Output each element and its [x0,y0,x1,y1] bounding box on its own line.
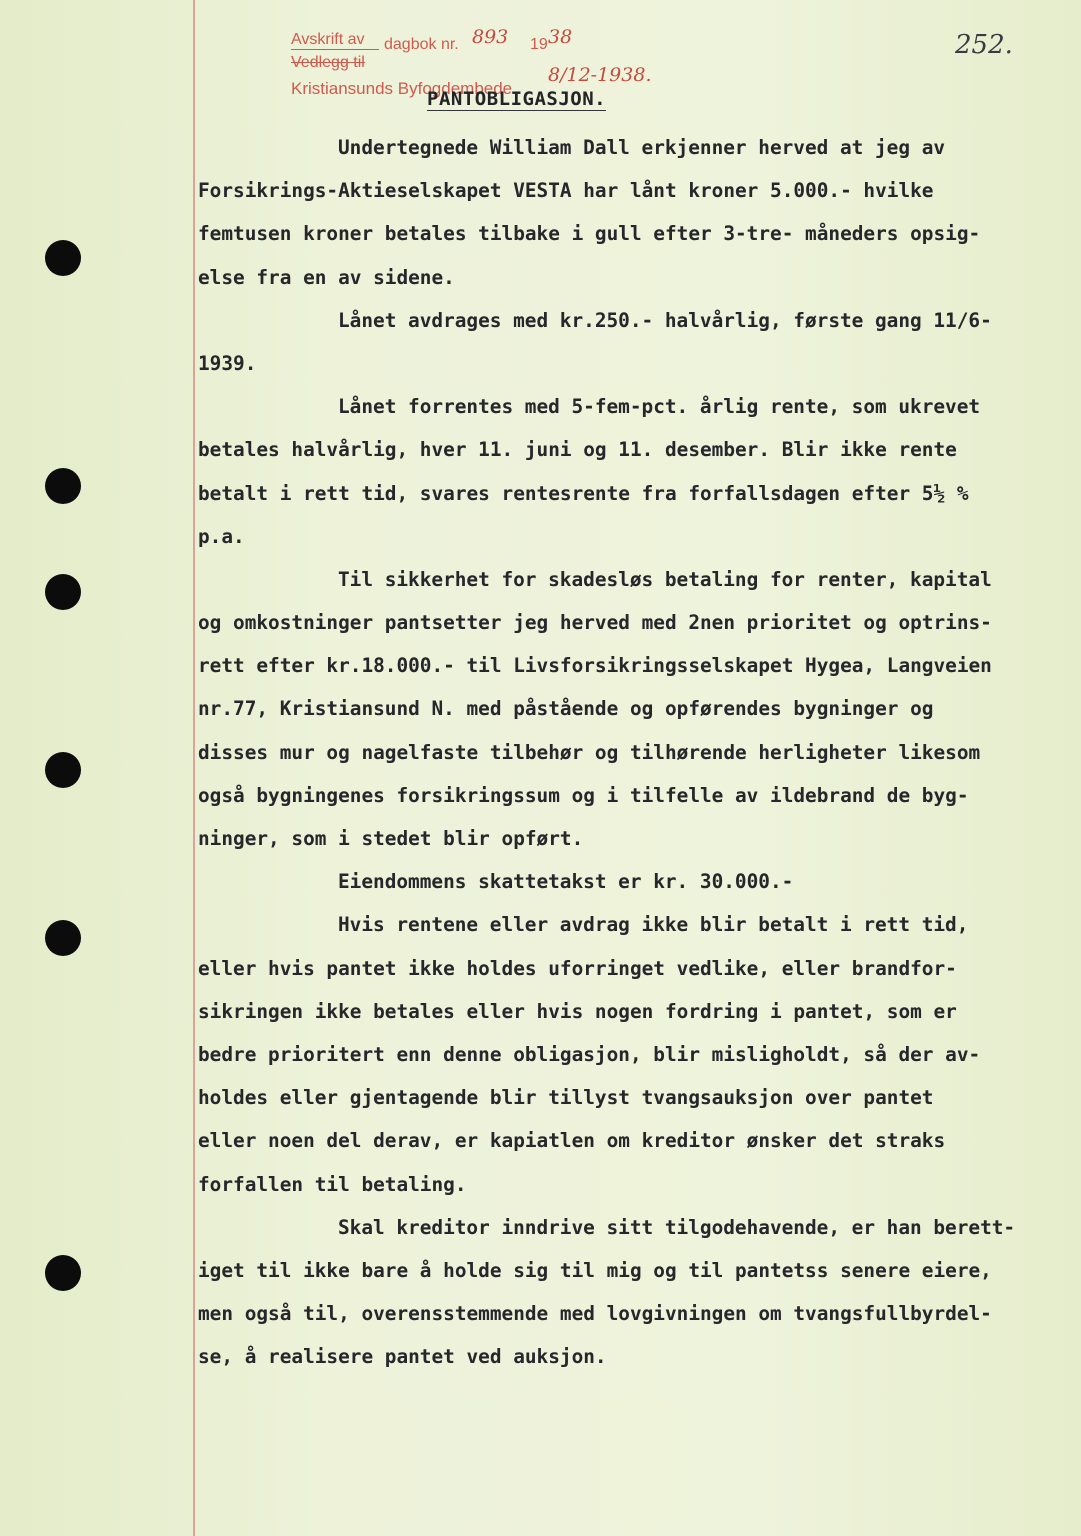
stamp-vedlegg-label: Vedlegg til [291,54,365,71]
text-line: Til sikkerhet for skadesløs betaling for renter, kapital [338,567,992,591]
punch-hole-6 [45,1255,81,1291]
page-number: 252. [955,30,1013,60]
text-line: Eiendommens skattetakst er kr. 30.000.- [338,870,794,894]
punch-hole-3 [45,574,81,610]
text-line: holdes eller gjentagende blir tillyst tvangsauksjon over pantet [198,1086,934,1110]
stamp-year-prefix: 19 [530,36,548,53]
stamp-office-label: Kristiansunds Byfogdembede [291,79,513,98]
text-line: bedre prioritert enn denne obligasjon, blir misligholdt, så der av- [198,1042,981,1066]
stamp-date-handwritten: 8/12-1938. [548,64,652,86]
text-line: Forsikrings-Aktieselskapet VESTA har lånt kroner 5.000.- hvilke [198,179,934,203]
text-line: eller hvis pantet ikke holdes uforringet vedlike, eller brandfor- [198,956,957,980]
stamp-dagbok-label: dagbok nr. [384,36,459,53]
text-line: men også til, overensstemmende med lovgivningen om tvangsfullbyrdel- [198,1302,992,1326]
text-line: nr.77, Kristiansund N. med påstående og opførendes bygninger og [198,697,934,721]
text-line: 1939. [198,351,257,375]
text-line: Hvis rentene eller avdrag ikke blir betalt i rett tid, [338,913,969,937]
stamp-year-suffix: 38 [548,26,573,48]
text-line: også bygningenes forsikringssum og i tilfelle av ildebrand de byg- [198,783,969,807]
punch-hole-4 [45,752,81,788]
punch-hole-1 [45,240,81,276]
text-line: eller noen del derav, er kapiatlen om kreditor ønsker det straks [198,1129,946,1153]
stamp-avskrift-label: Avskrift av [291,31,365,48]
text-line: rett efter kr.18.000.- til Livsforsikringsselskapet Hygea, Langveien [198,654,992,678]
text-line: else fra en av sidene. [198,265,455,289]
text-line: Skal kreditor inndrive sitt tilgodehavende, er han berett- [338,1215,1016,1239]
text-line: sikringen ikke betales eller hvis nogen fordring i pantet, som er [198,999,957,1023]
text-line: og omkostninger pantsetter jeg herved med 2nen prioritet og optrins- [198,611,992,635]
text-line: se, å realisere pantet ved auksjon. [198,1345,607,1369]
document-title: PANTOBLIGASJON. [427,88,607,110]
punch-hole-5 [45,920,81,956]
punch-hole-2 [45,468,81,504]
text-line: forfallen til betaling. [198,1172,467,1196]
text-line: Lånet forrentes med 5-fem-pct. årlig rente, som ukrevet [338,395,981,419]
text-line: Undertegnede William Dall erkjenner herved at jeg av [338,136,946,159]
text-line: disses mur og nagelfaste tilbehør og tilhørende herligheter likesom [198,740,981,764]
text-line: Lånet avdrages med kr.250.- halvårlig, første gang 11/6- [338,308,992,332]
text-line: betalt i rett tid, svares rentesrente fra forfallsdagen efter 5½ % [198,481,969,505]
text-line: betales halvårlig, hver 11. juni og 11. desember. Blir ikke rente [198,438,957,462]
stamp-dagbok-number: 893 [472,26,509,48]
text-line: iget til ikke bare å holde sig til mig og til pantetss senere eiere, [198,1258,992,1282]
stamp-underline [291,49,379,50]
text-line: ninger, som i stedet blir opført. [198,827,584,850]
document-body [198,126,1068,1378]
text-line: p.a. [198,524,245,548]
text-line: femtusen kroner betales tilbake i gull efter 3-tre- måneders opsig- [198,222,981,246]
margin-rule [193,0,195,1536]
